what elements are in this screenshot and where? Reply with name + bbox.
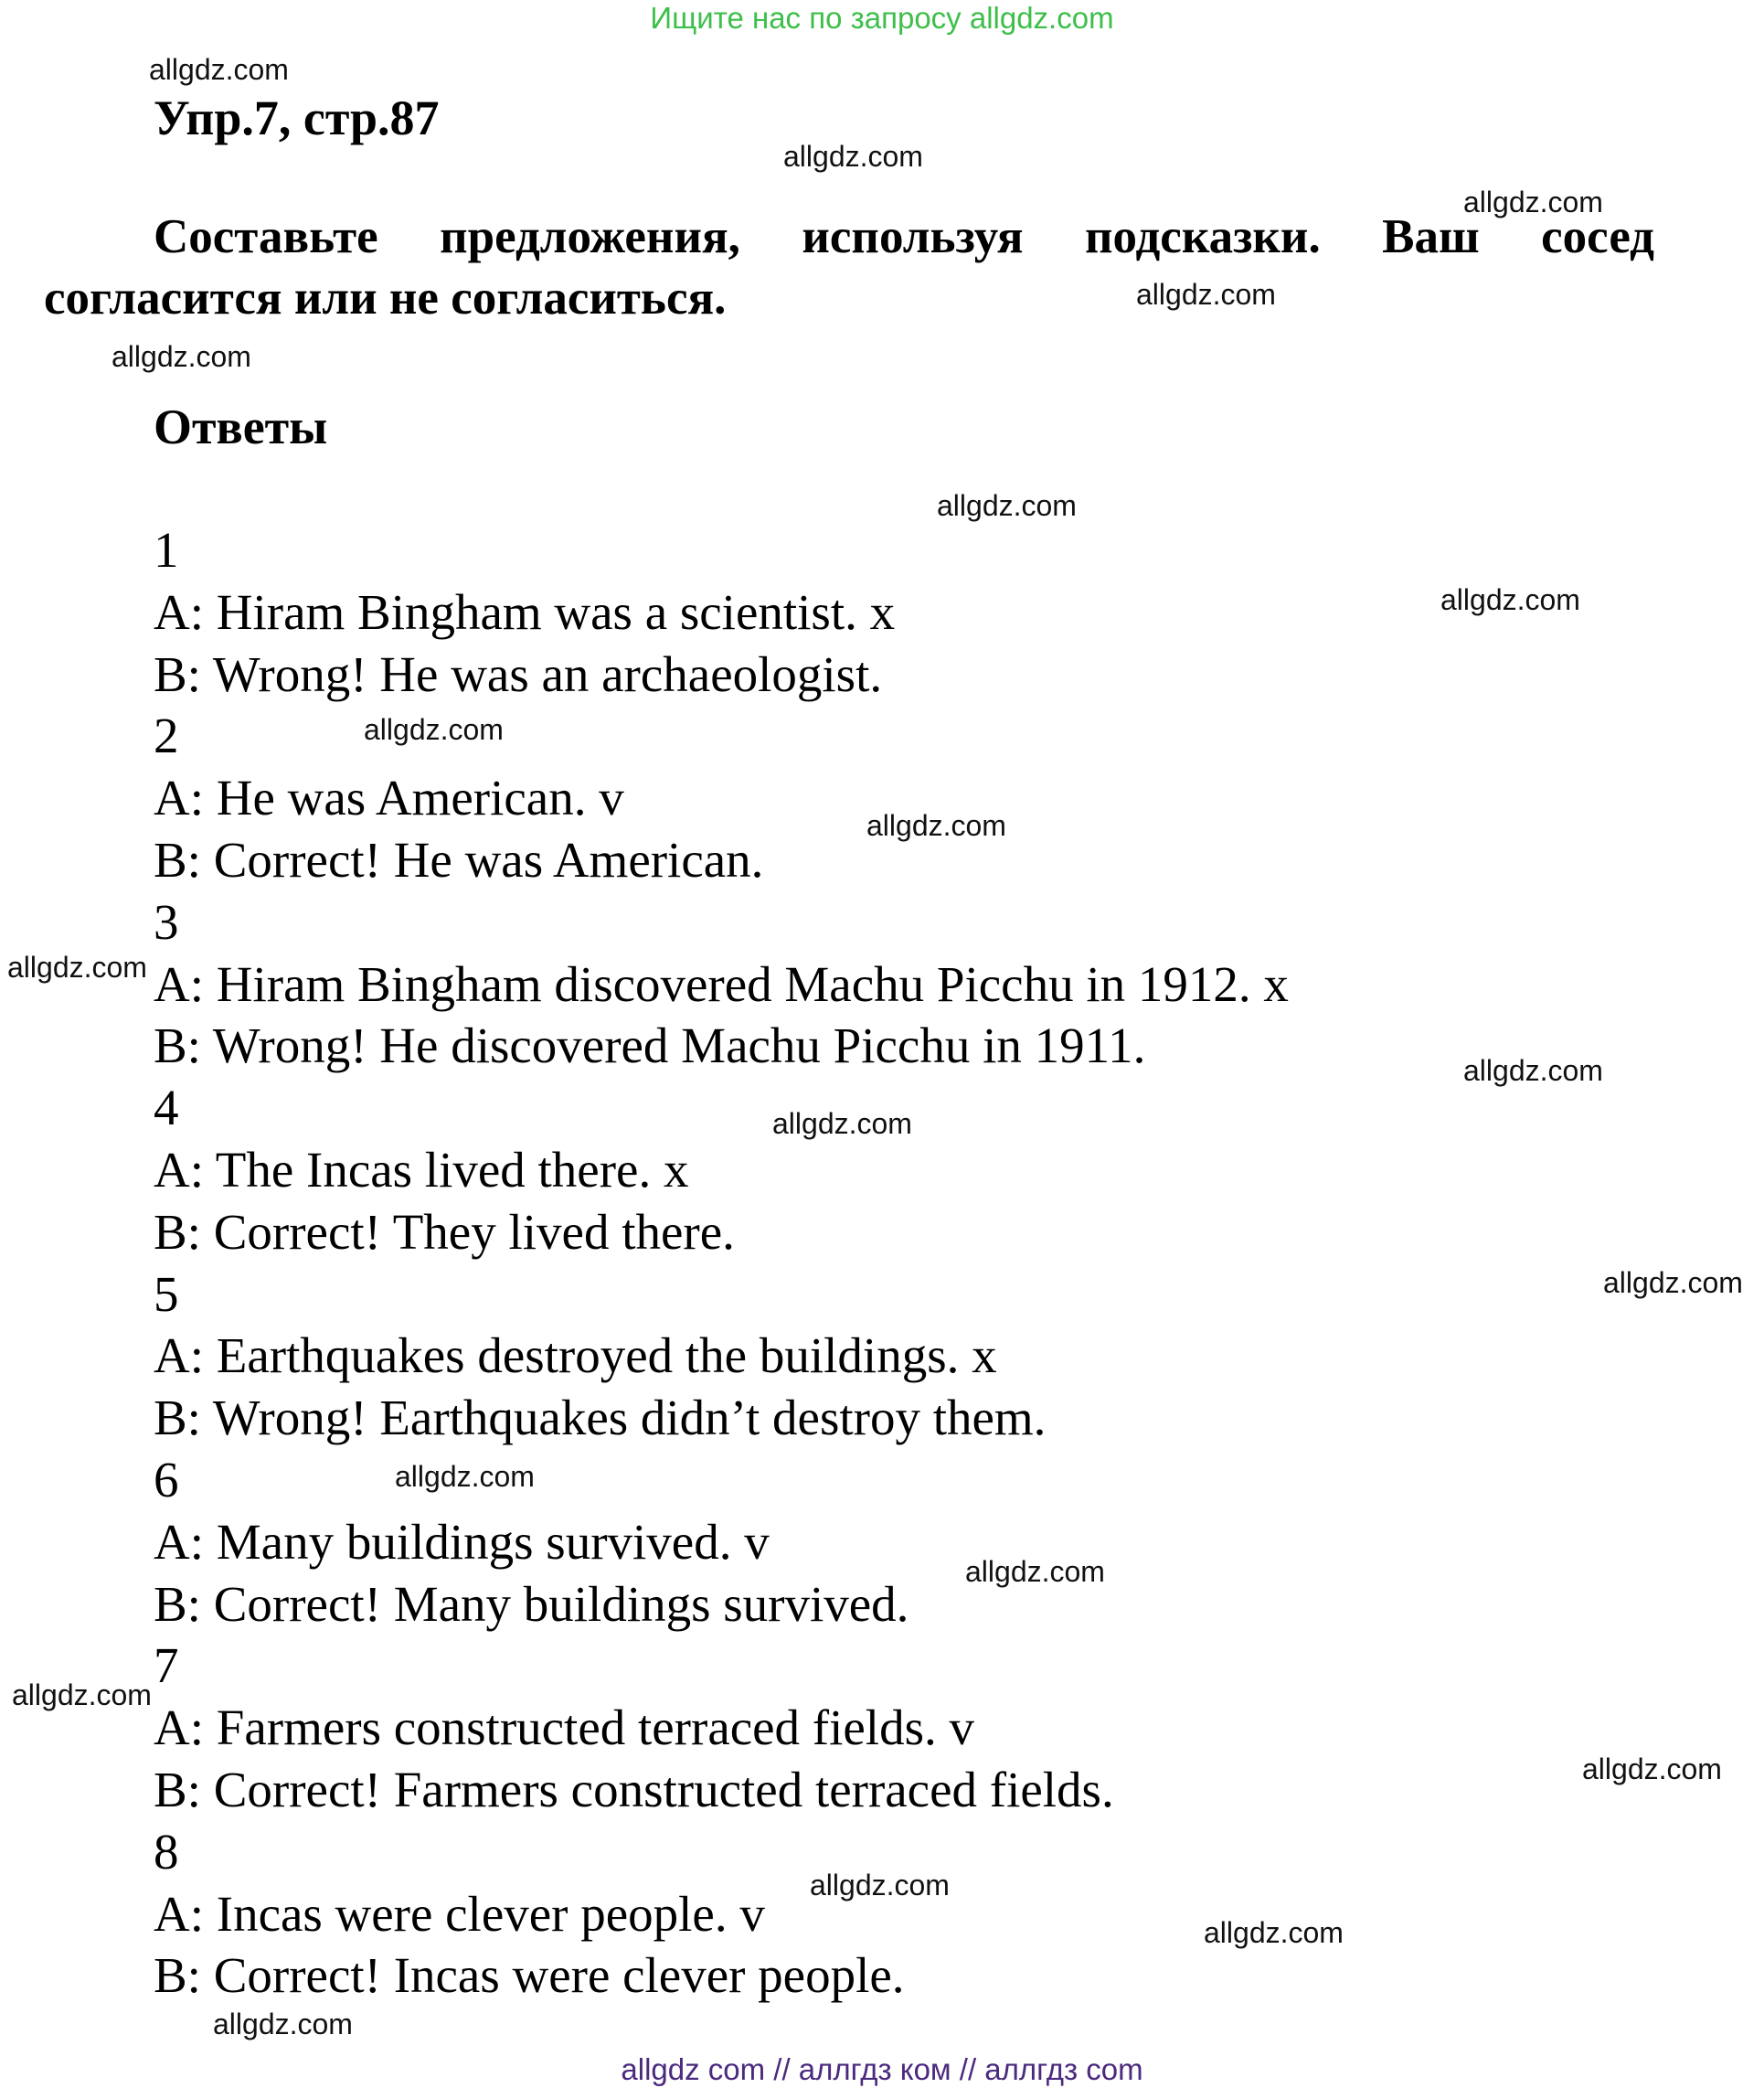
watermark: allgdz.com bbox=[965, 1555, 1105, 1588]
answer-line-a: A: Incas were clever people. v bbox=[154, 1885, 765, 1942]
task-instructions bbox=[44, 207, 1654, 329]
watermark: allgdz.com bbox=[112, 340, 251, 373]
answer-item bbox=[154, 705, 1289, 890]
answer-line-a: A: Earthquakes destroyed the buildings. x bbox=[154, 1327, 997, 1384]
answer-number: 5 bbox=[154, 1265, 179, 1322]
answer-number: 2 bbox=[154, 708, 179, 764]
watermark: allgdz.com bbox=[783, 140, 923, 173]
watermark: allgdz.com bbox=[149, 53, 289, 86]
watermark: allgdz.com bbox=[1204, 1916, 1344, 1949]
answer-line-a: A: He was American. v bbox=[154, 770, 624, 826]
answer-line-b: B: Wrong! Earthquakes didn’t destroy them. bbox=[154, 1390, 1047, 1446]
answer-number: 4 bbox=[154, 1080, 179, 1136]
answer-number: 8 bbox=[154, 1823, 179, 1880]
watermark: allgdz.com bbox=[1582, 1752, 1722, 1785]
answers-list bbox=[154, 519, 1289, 2007]
task-line: Составьте предложения, используя подсказки. Ваш сосед bbox=[154, 210, 1654, 263]
answer-item bbox=[154, 1263, 1289, 1449]
answer-line-a: A: The Incas lived there. x bbox=[154, 1141, 689, 1198]
answer-line-b: B: Correct! Incas were clever people. bbox=[154, 1947, 905, 2004]
footer-watermark: allgdz com // аллгдз ком // аллгдз com bbox=[621, 2052, 1143, 2086]
watermark: allgdz.com bbox=[7, 951, 147, 984]
answer-item bbox=[154, 1077, 1289, 1262]
answer-line-a: A: Many buildings survived. v bbox=[154, 1513, 770, 1570]
watermark: allgdz.com bbox=[1603, 1266, 1743, 1299]
watermark: allgdz.com bbox=[1136, 278, 1276, 311]
answer-line-b: B: Correct! Farmers constructed terraced fields. bbox=[154, 1761, 1114, 1817]
answers-heading: Ответы bbox=[154, 399, 328, 454]
answer-line-a: A: Farmers constructed terraced fields. v bbox=[154, 1699, 974, 1756]
answer-line-b: B: Correct! He was American. bbox=[154, 831, 764, 888]
watermark: allgdz.com bbox=[364, 713, 504, 746]
watermark: allgdz.com bbox=[772, 1107, 912, 1140]
watermark: allgdz.com bbox=[395, 1460, 535, 1493]
answer-number: 3 bbox=[154, 893, 179, 950]
answer-line-b: B: Correct! Many buildings survived. bbox=[154, 1575, 909, 1632]
answer-line-a: A: Hiram Bingham was a scientist. x bbox=[154, 583, 896, 640]
answer-line-a: A: Hiram Bingham discovered Machu Picchu in 1912. x bbox=[154, 955, 1289, 1012]
answer-item bbox=[154, 1821, 1289, 2007]
watermark: allgdz.com bbox=[1463, 1054, 1603, 1087]
exercise-title: Упр.7, стр.87 bbox=[154, 91, 440, 145]
watermark: allgdz.com bbox=[213, 2008, 353, 2040]
answer-item bbox=[154, 519, 1289, 705]
watermark: allgdz.com bbox=[937, 489, 1077, 522]
watermark: allgdz.com bbox=[866, 809, 1006, 842]
task-line: согласится или не согласиться. bbox=[44, 272, 727, 325]
answer-line-b: B: Correct! They lived there. bbox=[154, 1203, 735, 1260]
answer-item bbox=[154, 1449, 1289, 1635]
watermark: allgdz.com bbox=[1463, 186, 1603, 218]
answer-number: 7 bbox=[154, 1637, 179, 1694]
answer-item bbox=[154, 1635, 1289, 1820]
watermark: allgdz.com bbox=[12, 1678, 152, 1711]
watermark: allgdz.com bbox=[810, 1869, 950, 1902]
answer-line-b: B: Wrong! He was an archaeologist. bbox=[154, 645, 883, 702]
answer-number: 1 bbox=[154, 522, 179, 578]
watermark: allgdz.com bbox=[1440, 583, 1580, 616]
answer-number: 6 bbox=[154, 1451, 179, 1507]
answer-line-b: B: Wrong! He discovered Machu Picchu in 1911. bbox=[154, 1017, 1146, 1074]
top-banner-text: Ищите нас по запросу allgdz.com bbox=[650, 1, 1114, 35]
answer-item bbox=[154, 891, 1289, 1077]
